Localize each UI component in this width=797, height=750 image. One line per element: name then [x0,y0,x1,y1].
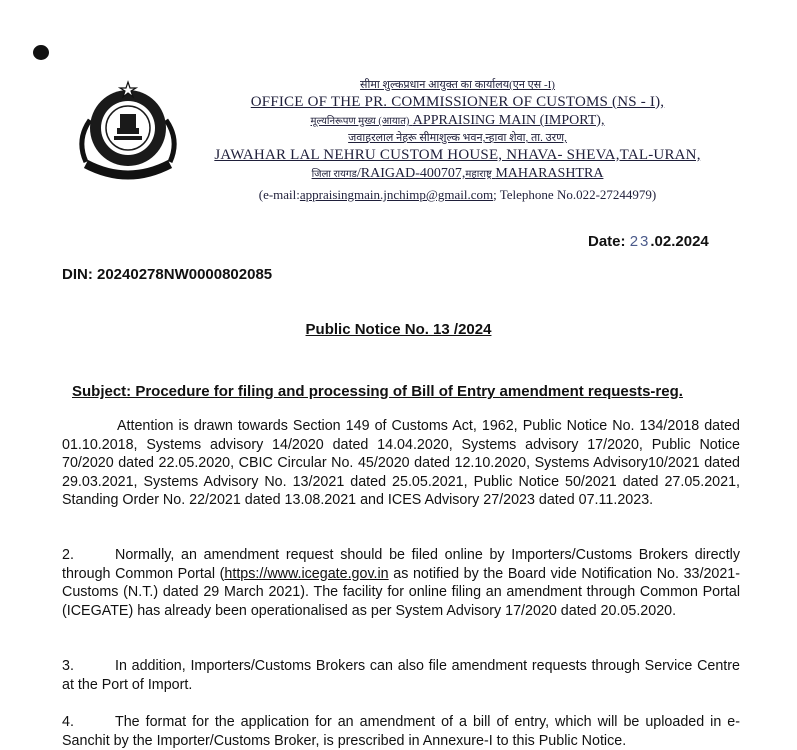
paragraph-4-number: 4. [62,714,74,730]
state-english: MAHARASHTRA [495,166,604,181]
appraising-line [190,112,725,131]
paragraph-1: Attention is drawn towards Section 149 of Customs Act, 1962, Public Notice No. 134/2018 dated 01.10.2018, Systems advisory 14/2020 dated 14.04.2020, Systems advisory 17/2020, Public Notice 70/2020 dated 22.05.2020, CBIC Circular No. 45/2020 dated 12.10.2020, Systems Advisory10/2021 dated 29.03.2021, Systems Advisory No. 13/2021 dated 25.05.2021, Public Notice 50/2021 dated 27.05.2021, Standing Order No. 22/2021 dated 13.08.2021 and ICES Advisory 27/2023 dated 07.11.2023. [62,418,740,509]
paragraph-2-text-a: Normally, an amendment request should be filed online by Importers/Customs Brokers directly through Common Portal ( [62,547,740,582]
paragraph-2-text-b: as notified by the Board vide Notification No. 33/2021-Customs (N.T.) dated 29 March 2021). The facility for online filing an amendment through Common Portal (ICEGATE) has already been operationalised as per System Advisory 17/2020 dated 20.05.2020. [62,565,741,619]
paragraph-2 [62,546,740,620]
notice-date [588,233,709,250]
district-english: /RAIGAD-400707, [356,166,466,181]
district-line [190,165,725,184]
district-hindi: जिला रायगड [311,169,357,180]
custom-house-name: JAWAHAR LAL NEHRU CUSTOM HOUSE, NHAVA- SHEVA,TAL-URAN, [214,147,701,163]
paragraph-4-text: The format for the application for an amendment of a bill of entry, which will be uploaded in e-Sanchit by the Importer/Customs Broker, is prescribed in Annexure-I to this Public Notice. [62,714,740,749]
contact-prefix: (e-mail: [258,187,300,202]
subject-line: Subject: Procedure for filing and processing of Bill of Entry amendment requests-reg. [72,383,683,400]
contact-suffix: ; Telephone No.022-27244979) [493,187,657,202]
paragraph-3 [62,657,740,694]
date-rest: .02.2024 [650,233,709,250]
customs-emblem-icon [72,80,184,184]
email-link[interactable]: appraisingmain.jnchimp@gmail.com [299,187,494,202]
paragraph-4 [62,713,740,750]
margin-dot [33,45,49,60]
appraising-english: APPRAISING MAIN (IMPORT), [412,113,605,128]
letterhead [190,78,725,206]
contact-line [190,184,725,206]
public-notice-heading-wrap [0,321,797,339]
custom-house-hindi: जवाहरलाल नेहरू सीमाशुल्क भवन,न्हावा शेवा, ता. उरण, [348,132,567,144]
office-name: OFFICE OF THE PR. COMMISSIONER OF CUSTOMS (NS - I), [250,94,665,110]
paragraph-3-number: 3. [62,658,74,674]
public-notice-heading: Public Notice No. 13 /2024 [305,321,492,338]
office-hindi: सीमा शुल्कप्रधान आयुक्त का कार्यालय(एन एस -I) [360,79,555,91]
icegate-link[interactable]: https://www.icegate.gov.in [224,565,389,582]
din-number: DIN: 20240278NW0000802085 [62,266,273,283]
paragraph-3-text: In addition, Importers/Customs Brokers can also file amendment requests through Service Centre at the Port of Import. [62,658,740,693]
appraising-hindi: मूल्यनिरूपण मुख्य (आयात) [310,116,410,127]
paragraph-2-number: 2. [62,547,74,563]
state-hindi: महाराष्ट्र [465,169,492,180]
date-label: Date: [588,233,626,250]
date-day: 23 [629,233,651,250]
